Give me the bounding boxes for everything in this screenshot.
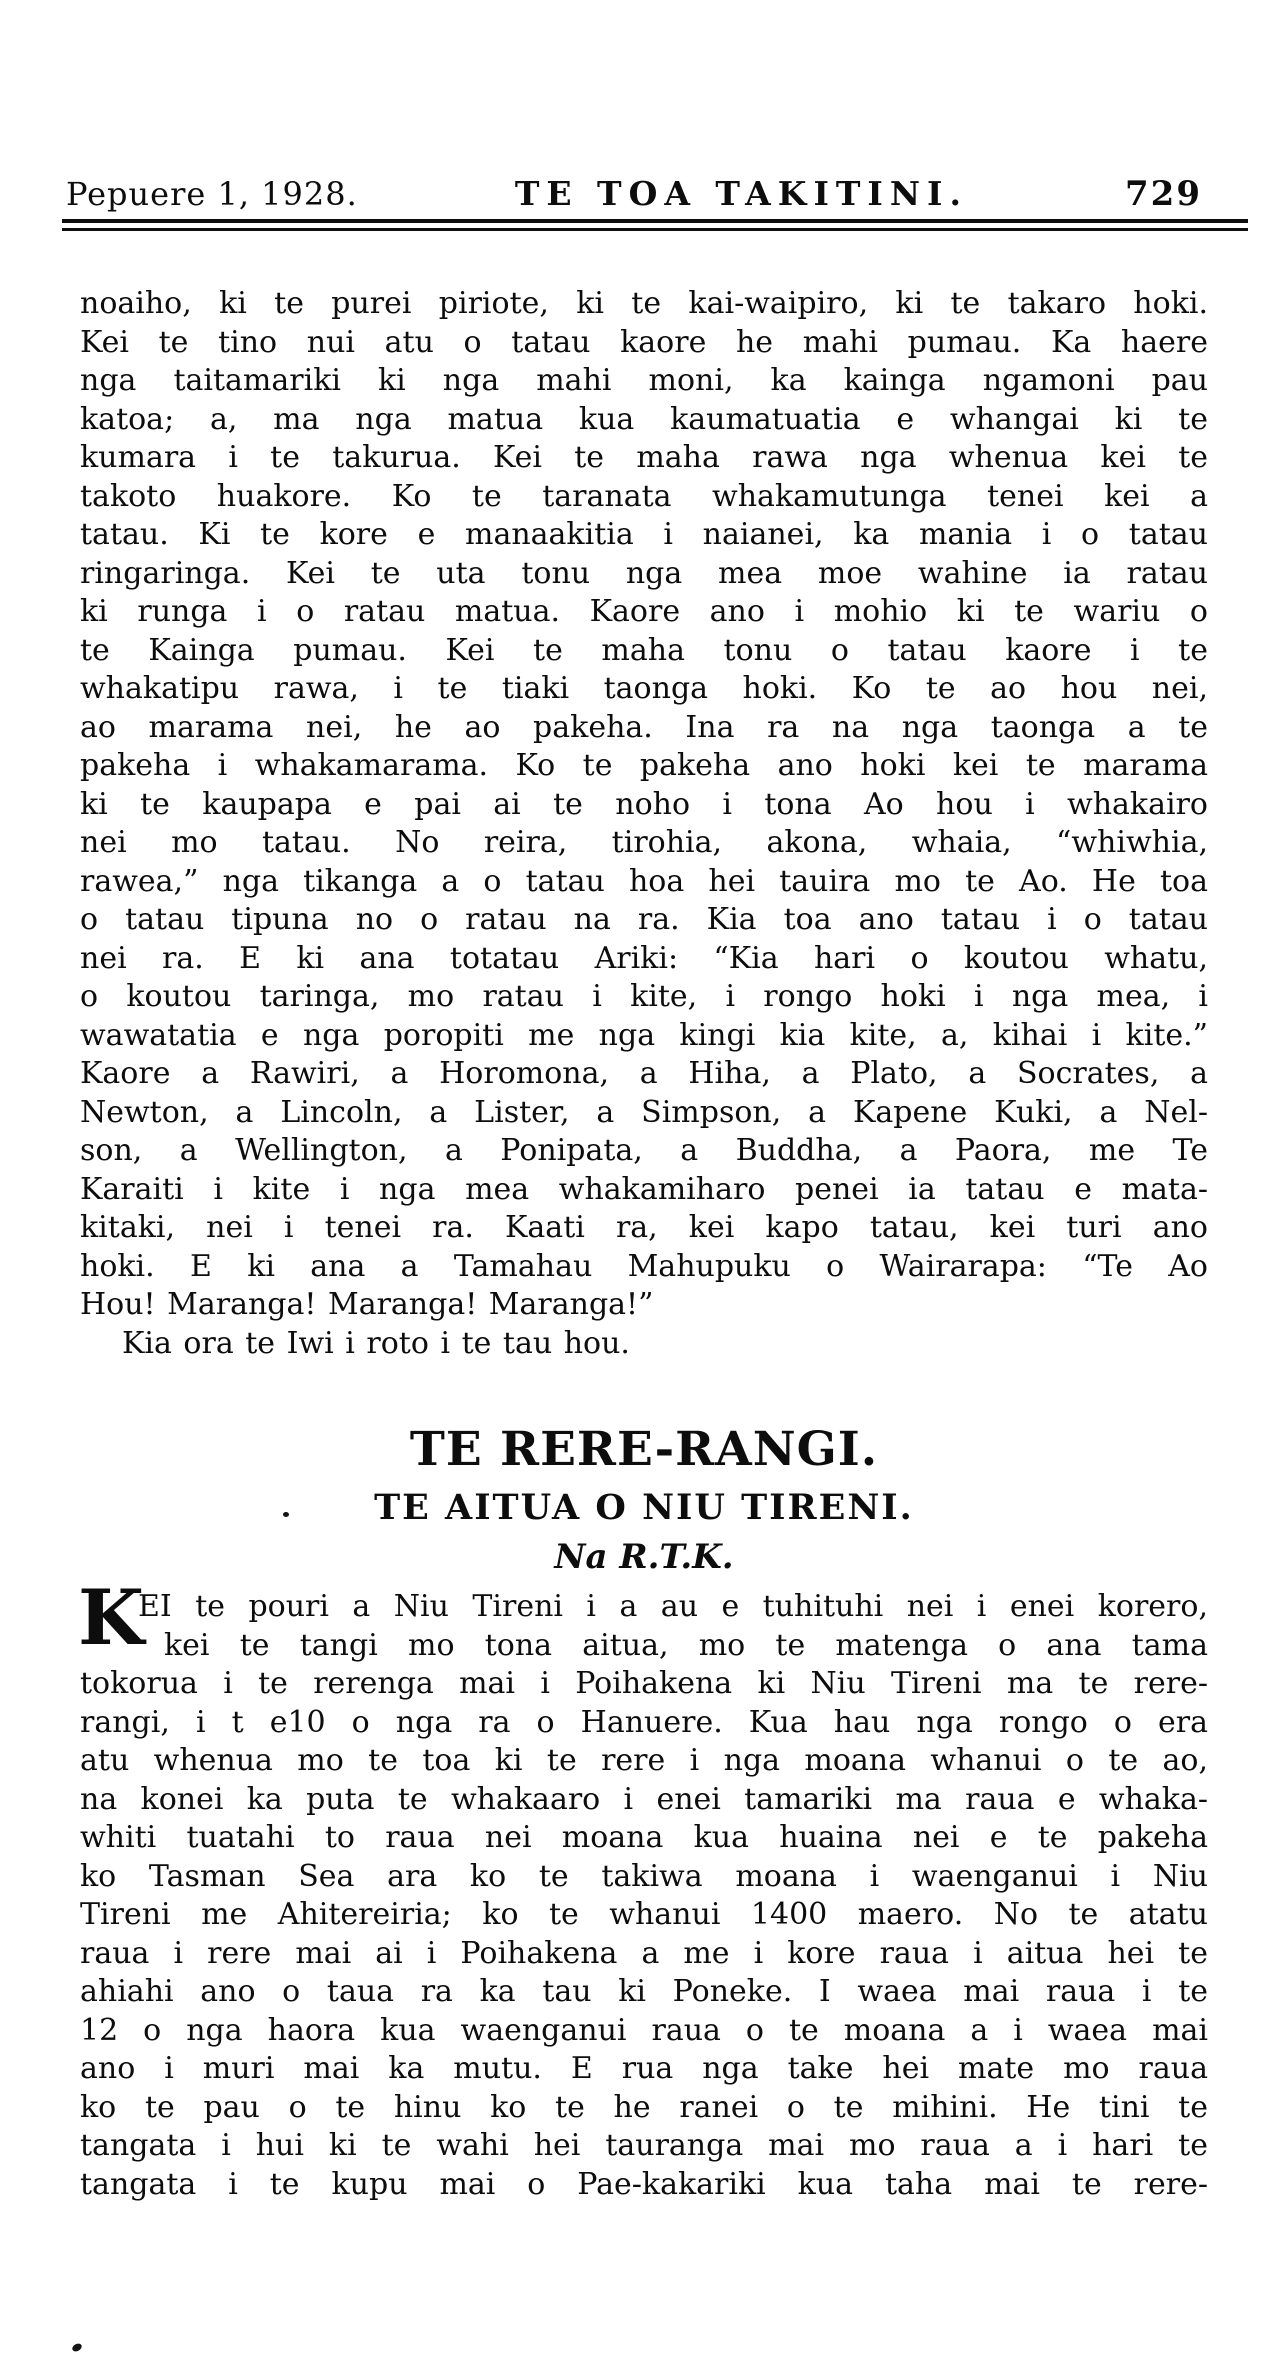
text-line: Hou! Maranga! Maranga! Maranga!” xyxy=(80,1287,654,1322)
text-line: tatau. Ki te kore e manaakitia i naianei, ka mania i o tatau xyxy=(80,517,1208,552)
text-line: nei mo tatau. No reira, tirohia, akona, whaia, “whiwhia, xyxy=(80,825,1208,860)
text-line: o tatau tipuna no o ratau na ra. Kia toa ano tatau i o tatau xyxy=(80,902,1208,937)
article-body xyxy=(78,1573,1208,2204)
header-page-number: 729 xyxy=(1125,174,1202,214)
text-line: 12 o nga haora kua waenganui raua o te moana a i waea mai xyxy=(80,2012,1208,2048)
text-line: kitaki, nei i tenei ra. Kaati ra, kei kapo tatau, kei turi ano xyxy=(80,1210,1208,1245)
rule-thin-line xyxy=(62,228,1248,231)
header-journal-title: TE TOA TAKITINI. xyxy=(514,174,968,213)
text-line: ko Tasman Sea ara ko te takiwa moana i waenganui i Niu xyxy=(80,1858,1208,1894)
text-line: atu whenua mo te toa ki te rere i nga moana whanui o te ao, xyxy=(80,1743,1208,1778)
text-line: whakatipu rawa, i te tiaki taonga hoki. Ko te ao hou nei, xyxy=(80,671,1208,706)
ink-speck xyxy=(71,2342,83,2353)
page-header xyxy=(66,174,1202,214)
text-line: kumara i te takurua. Kei te maha rawa nga whenua kei te xyxy=(80,440,1208,475)
text-line: rawea,” nga tikanga a o tatau hoa hei tauira mo te Ao. He toa xyxy=(80,863,1208,899)
text-line: na konei ka puta te whakaaro i enei tamariki ma raua e whaka- xyxy=(80,1781,1208,1817)
text-line: tangata i te kupu mai o Pae-kakariki kua taha mai te rere- xyxy=(80,2166,1208,2202)
text-line: nei ra. E ki ana totatau Ariki: “Kia hari o koutou whatu, xyxy=(80,940,1208,976)
text-line: ringaringa. Kei te uta tonu nga mea moe wahine ia ratau xyxy=(80,555,1208,591)
article-heading-block xyxy=(80,1424,1208,1576)
text-line: whiti tuatahi to raua nei moana kua huaina nei e te pakeha xyxy=(80,1820,1208,1855)
text-line: nga taitamariki ki nga mahi moni, ka kainga ngamoni pau xyxy=(80,363,1208,398)
ink-speck xyxy=(283,1512,289,1517)
text-line: ki runga i o ratau matua. Kaore ano i mohio ki te wariu o xyxy=(80,594,1208,629)
text-line: takoto huakore. Ko te taranata whakamutunga tenei kei a xyxy=(80,478,1208,514)
article-byline: Na R.T.K. xyxy=(554,1537,734,1577)
text-line: o koutou taringa, mo ratau i kite, i rongo hoki i nga mea, i xyxy=(80,979,1208,1014)
text-line: Karaiti i kite i nga mea whakamiharo penei ia tatau e mata- xyxy=(80,1171,1208,1207)
text-line: te Kainga pumau. Kei te maha tonu o tatau kaore i te xyxy=(80,632,1208,668)
text-line: hoki. E ki ana a Tamahau Mahupuku o Wairarapa: “Te Ao xyxy=(80,1248,1208,1284)
text-line: tokorua i te rerenga mai i Poihakena ki Niu Tireni ma te rere- xyxy=(80,1666,1208,1701)
header-double-rule xyxy=(62,219,1248,231)
text-line: ao marama nei, he ao pakeha. Ina ra na nga taonga a te xyxy=(80,709,1208,745)
text-line: katoa; a, ma nga matua kua kaumatuatia e whangai ki te xyxy=(80,401,1208,437)
text-line: kei te tangi mo tona aitua, mo te matenga o ana tama xyxy=(164,1627,1208,1663)
text-line: Newton, a Lincoln, a Lister, a Simpson, a Kapene Kuki, a Nel- xyxy=(80,1094,1208,1130)
text-line: Kaore a Rawiri, a Horomona, a Hiha, a Plato, a Socrates, a xyxy=(80,1056,1208,1091)
text-line: pakeha i whakamarama. Ko te pakeha ano hoki kei te marama xyxy=(80,748,1208,783)
header-date: Pepuere 1, 1928. xyxy=(66,175,358,213)
text-line: raua i rere mai ai i Poihakena a me i kore raua i aitua hei te xyxy=(80,1935,1208,1971)
text-line: son, a Wellington, a Ponipata, a Buddha, a Paora, me Te xyxy=(80,1133,1208,1168)
article-title: TE RERE-RANGI. xyxy=(409,1422,879,1477)
text-line: noaiho, ki te purei piriote, ki te kai-waipiro, ki te takaro hoki. xyxy=(80,286,1208,321)
text-line: tangata i hui ki te wahi hei tauranga mai mo raua a i hari te xyxy=(80,2128,1208,2163)
article-subtitle: TE AITUA O NIU TIRENI. xyxy=(374,1487,914,1528)
text-line: Kia ora te Iwi i roto i te tau hou. xyxy=(122,1325,630,1361)
text-line: rangi, i t e10 o nga ra o Hanuere. Kua hau nga rongo o era xyxy=(80,1704,1208,1740)
text-line: Kei te tino nui atu o tatau kaore he mahi pumau. Ka haere xyxy=(80,324,1208,360)
article-continuation-body xyxy=(80,285,1208,1363)
text-line: EI te pouri a Niu Tireni i a au e tuhituhi nei i enei korero, xyxy=(138,1589,1208,1624)
text-line: ki te kaupapa e pai ai te noho i tona Ao hou i whakairo xyxy=(80,786,1208,822)
text-line: ano i muri mai ka mutu. E rua nga take hei mate mo raua xyxy=(80,2051,1208,2086)
rule-thick-line xyxy=(62,219,1248,223)
text-line: ahiahi ano o taua ra ka tau ki Poneke. I waea mai raua i te xyxy=(80,1974,1208,2009)
drop-cap-initial: K xyxy=(78,1573,145,1662)
text-line: ko te pau o te hinu ko te he ranei o te mihini. He tini te xyxy=(80,2089,1208,2125)
text-line: wawatatia e nga poropiti me nga kingi kia kite, a, kihai i kite.” xyxy=(80,1017,1208,1053)
text-line: Tireni me Ahitereiria; ko te whanui 1400 maero. No te atatu xyxy=(80,1897,1208,1932)
